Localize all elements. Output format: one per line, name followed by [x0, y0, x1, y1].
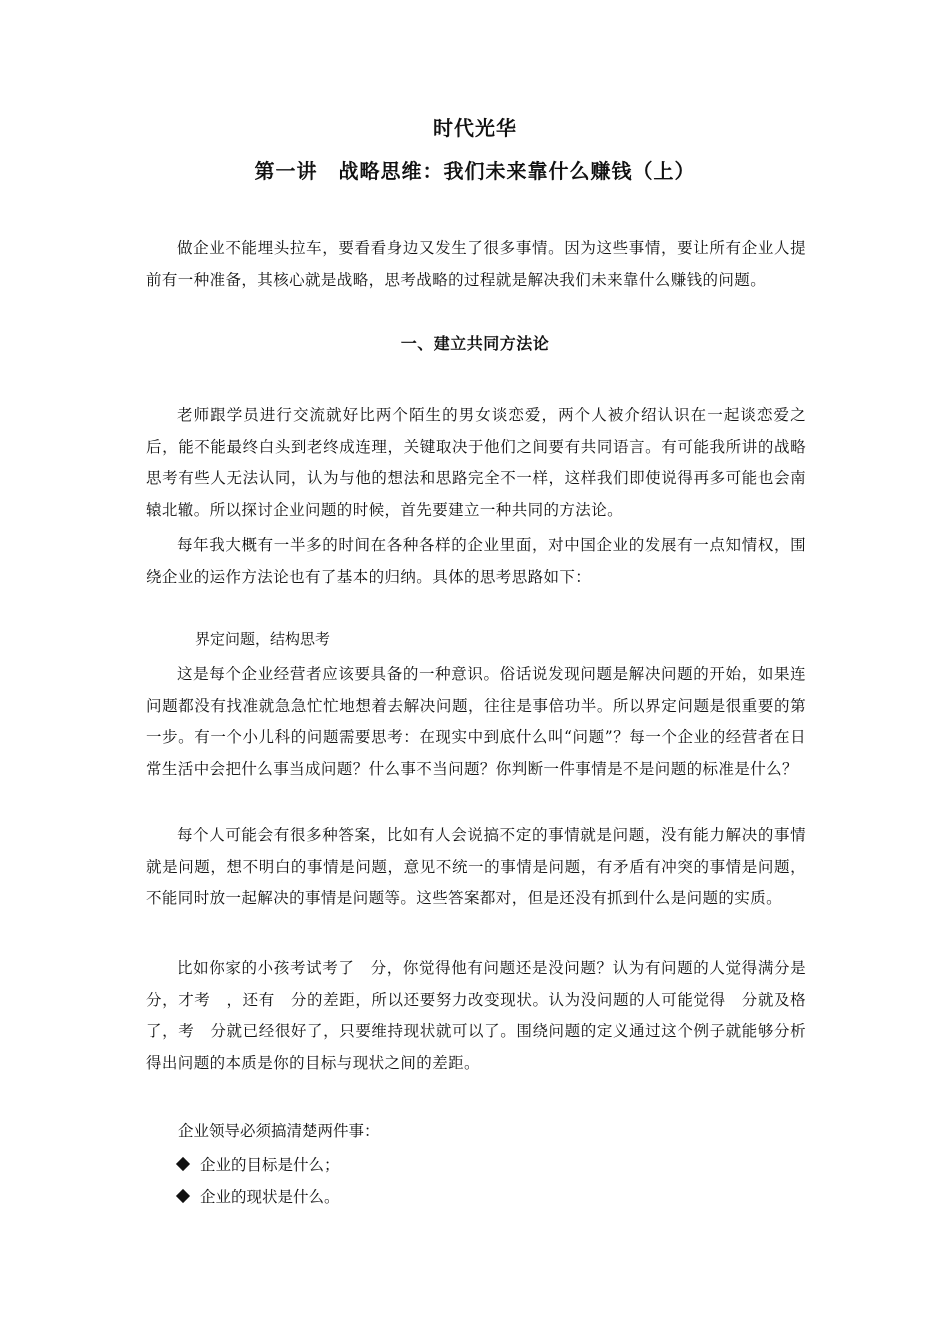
list-item	[178, 1182, 340, 1214]
document-title: 时代光华	[433, 116, 517, 140]
list-item-text: 企业的目标是什么；	[200, 1156, 340, 1174]
body-paragraph: 这是每个企业经营者应该要具备的一种意识。俗话说发现问题是解决问题的开始，如果连问题都没有找准就急急忙忙地想着去解决问题，往往是事倍功半。所以界定问题是很重要的第一步。有一个小儿科的问题需要思考：在现实中到底什么叫“问题”？每一个企业的经营者在日常生活中会把什么事当成问题？什么事不当问题？你判断一件事情是不是问题的标准是什么？	[146, 665, 806, 778]
section-paragraph: 老师跟学员进行交流就好比两个陌生的男女谈恋爱，两个人被介绍认识在一起谈恋爱之后，能不能最终白头到老终成连理，关键取决于他们之间要有共同语言。有可能我所讲的战略思考有些人无法认同，认为与他的想法和思路完全不一样，这样我们即使说得再多可能也会南辕北辙。所以探讨企业问题的时候，首先要建立一种共同的方法论。	[146, 406, 806, 519]
list-item-text: 企业的现状是什么。	[200, 1187, 340, 1206]
body-paragraph: 每个人可能会有很多种答案，比如有人会说搞不定的事情就是问题，没有能力解决的事情就是问题，想不明白的事情是问题，意见不统一的事情是问题，有矛盾有冲突的事情是问题，不能同时放一起解决的事情是问题等。这些答案都对，但是还没有抓到什么是问题的实质。	[146, 826, 806, 907]
diamond-bullet-icon	[176, 1188, 190, 1202]
intro-paragraph: 做企业不能埋头拉车，要看看身边又发生了很多事情。因为这些事情，要让所有企业人提前有一种准备，其核心就是战略，思考战略的过程就是解决我们未来靠什么赚钱的问题。	[146, 239, 806, 289]
section-heading: 一、建立共同方法论	[400, 334, 550, 353]
diamond-bullet-icon	[176, 1157, 190, 1171]
subheading: 界定问题，结构思考	[195, 630, 331, 648]
body-paragraph: 比如你家的小孩考试考了 分，你觉得他有问题还是没问题？认为有问题的人觉得满分是 分，才考 ，还有 分的差距，所以还要努力改变现状。认为没问题的人可能觉得 分就及格了，考 分就已经很好了，只要维持现状就可以了。围绕问题的定义通过这个例子就能够分析得出问题的本质是你的目标与现状之间的差距。	[146, 959, 822, 1072]
section-paragraph: 每年我大概有一半多的时间在各种各样的企业里面，对中国企业的发展有一点知情权，围绕企业的运作方法论也有了基本的归纳。具体的思考思路如下：	[146, 536, 806, 586]
bullet-list	[178, 1150, 340, 1213]
lecture-subtitle: 第一讲 战略思维：我们未来靠什么赚钱（上）	[254, 159, 696, 183]
list-intro: 企业领导必须搞清楚两件事：	[178, 1122, 380, 1140]
list-item	[178, 1150, 340, 1182]
